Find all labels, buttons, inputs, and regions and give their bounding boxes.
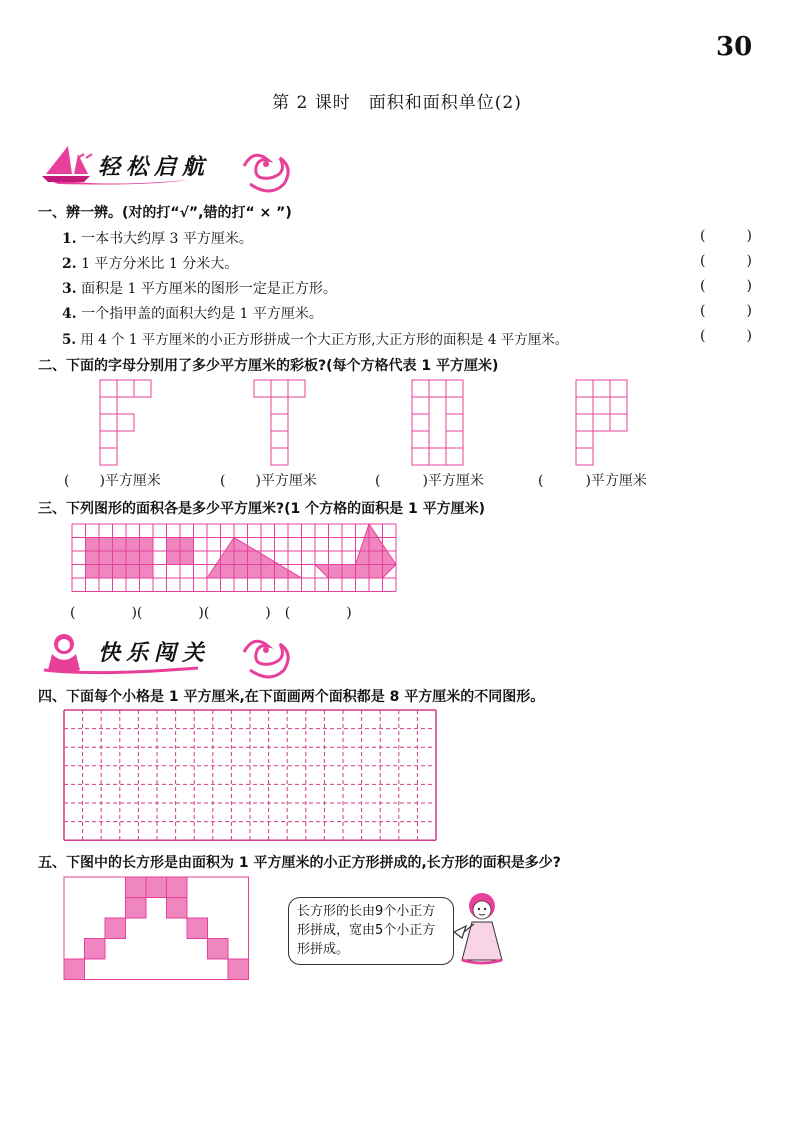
filled-cell xyxy=(113,565,127,579)
letter-cell xyxy=(100,397,117,414)
letter-grids xyxy=(0,378,794,478)
unit-label: )平方厘米 xyxy=(255,473,317,489)
filled-cell xyxy=(99,538,113,552)
drawing-grid[interactable] xyxy=(64,710,454,848)
section3-heading: 三、下列图形的面积各是多少平方厘米?(1 个方格的面积是 1 平方厘米) xyxy=(38,501,486,517)
stair-cell xyxy=(208,939,229,960)
letter-cell xyxy=(271,397,288,414)
swirl-ornament-icon xyxy=(244,155,288,191)
question-2 xyxy=(62,253,238,273)
stair-cell xyxy=(187,918,208,939)
speech-bubble: 长方形的长由9个小正方形拼成，宽由5个小正方形拼成。 xyxy=(288,897,454,965)
paren-open: ( xyxy=(64,473,70,489)
answer-blank-5[interactable] xyxy=(700,328,752,344)
stair-cell xyxy=(85,939,106,960)
letter-cell xyxy=(446,397,463,414)
filled-cell xyxy=(140,565,154,579)
filled-cell xyxy=(140,538,154,552)
question-3 xyxy=(62,278,337,298)
banner-easy-start xyxy=(38,144,298,188)
section2-heading: 二、下面的字母分别用了多少平方厘米的彩板?(每个方格代表 1 平方厘米) xyxy=(38,358,499,374)
filled-cell xyxy=(113,551,127,565)
banner-title: 快乐闯关 xyxy=(98,641,211,666)
filled-cell xyxy=(86,538,100,552)
filled-cell xyxy=(126,551,140,565)
unit-label: )平方厘米 xyxy=(99,473,161,489)
paren-open: ( xyxy=(220,473,226,489)
triangle-figure xyxy=(207,538,302,579)
question-5 xyxy=(62,328,568,348)
letter-cell xyxy=(271,414,288,431)
stair-cell xyxy=(146,877,167,898)
stair-cell xyxy=(64,959,85,980)
filled-cell xyxy=(167,551,181,565)
letter-cell xyxy=(576,448,593,465)
stair-cell xyxy=(105,918,126,939)
letter-d-shape xyxy=(412,380,463,465)
letter-cell xyxy=(610,397,627,414)
letter-cell xyxy=(576,414,593,431)
letter-t-shape xyxy=(254,380,305,465)
filled-cell xyxy=(140,551,154,565)
stair-cell xyxy=(167,877,188,898)
answer-blank-3[interactable] xyxy=(700,278,752,294)
paren-close: ) xyxy=(746,253,752,269)
question-text: 一个指甲盖的面积大约是 1 平方厘米。 xyxy=(81,306,323,322)
paren-open: ( xyxy=(375,473,381,489)
paren-open: ( xyxy=(538,473,544,489)
filled-cell xyxy=(126,565,140,579)
paren-open: ( xyxy=(700,328,706,344)
letter-cell xyxy=(117,380,134,397)
letter-cell xyxy=(271,448,288,465)
letter-cell xyxy=(412,448,429,465)
stair-cell xyxy=(167,898,188,919)
letter-cell xyxy=(134,380,151,397)
paren-open: ( xyxy=(700,303,706,319)
letter-cell xyxy=(610,414,627,431)
filled-cell xyxy=(113,538,127,552)
answer-blank-d[interactable] xyxy=(375,470,484,490)
paren-close: ) xyxy=(746,278,752,294)
letter-cell xyxy=(593,380,610,397)
question-1 xyxy=(62,228,253,248)
question-number: 4. xyxy=(62,306,77,322)
letter-cell xyxy=(117,414,134,431)
letter-cell xyxy=(429,380,446,397)
question-number: 1. xyxy=(62,231,77,247)
letter-cell xyxy=(446,414,463,431)
paren-close: ) xyxy=(746,228,752,244)
page-number: 30 xyxy=(716,32,753,62)
letter-cell xyxy=(593,414,610,431)
letter-cell xyxy=(100,431,117,448)
filled-cell xyxy=(180,538,194,552)
paren-open: ( xyxy=(700,278,706,294)
area-grid xyxy=(72,524,402,594)
letter-cell xyxy=(446,380,463,397)
answer-blank-2[interactable] xyxy=(700,253,752,269)
letter-cell xyxy=(576,431,593,448)
rectangle-figure xyxy=(64,877,264,987)
section4-heading: 四、下面每个小格是 1 平方厘米,在下面画两个面积都是 8 平方厘米的不同图形。 xyxy=(38,689,545,705)
filled-cell xyxy=(180,551,194,565)
girl-mascot-icon xyxy=(452,888,512,978)
letter-cell xyxy=(576,397,593,414)
filled-cell xyxy=(167,538,181,552)
unit-label: )平方厘米 xyxy=(585,473,647,489)
question-number: 3. xyxy=(62,281,77,297)
question-text: 用 4 个 1 平方厘米的小正方形拼成一个大正方形,大正方形的面积是 4 平方厘米。 xyxy=(80,332,569,348)
answer-blank-p[interactable] xyxy=(538,470,647,490)
letter-cell xyxy=(100,414,117,431)
letter-cell xyxy=(271,431,288,448)
letter-cell xyxy=(576,380,593,397)
question-text: 一本书大约厚 3 平方厘米。 xyxy=(81,231,253,247)
stair-cell xyxy=(126,898,147,919)
unit-label: )平方厘米 xyxy=(422,473,484,489)
letter-cell xyxy=(254,380,271,397)
letter-cell xyxy=(446,431,463,448)
stair-cell xyxy=(126,877,147,898)
filled-cell xyxy=(86,565,100,579)
letter-cell xyxy=(446,448,463,465)
letter-cell xyxy=(412,431,429,448)
section5-heading: 五、下图中的长方形是由面积为 1 平方厘米的小正方形拼成的,长方形的面积是多少? xyxy=(38,855,561,871)
question-4 xyxy=(62,303,323,323)
stair-cell xyxy=(228,959,249,980)
answer-blank-1[interactable] xyxy=(700,228,752,244)
paren-close: ) xyxy=(746,303,752,319)
filled-cell xyxy=(99,565,113,579)
letter-cell xyxy=(271,380,288,397)
banner-title: 轻松启航 xyxy=(98,155,211,180)
paren-close: ) xyxy=(746,328,752,344)
question-text: 面积是 1 平方厘米的图形一定是正方形。 xyxy=(81,281,337,297)
letter-cell xyxy=(412,380,429,397)
letter-cell xyxy=(100,448,117,465)
question-number: 2. xyxy=(62,256,77,272)
letter-p-shape xyxy=(576,380,627,465)
letter-cell xyxy=(610,380,627,397)
letter-f-shape xyxy=(100,380,151,465)
letter-cell xyxy=(100,380,117,397)
letter-cell xyxy=(288,380,305,397)
letter-cell xyxy=(412,414,429,431)
area-figures xyxy=(72,524,396,592)
paren-open: ( xyxy=(700,253,706,269)
letter-cell xyxy=(429,448,446,465)
section1-heading: 一、辨一辨。(对的打“√”,错的打“ × ”) xyxy=(38,205,292,221)
question-text: 1 平方分米比 1 分米大。 xyxy=(81,256,239,272)
answer-blank-f[interactable] xyxy=(64,470,161,490)
answer-blank-4[interactable] xyxy=(700,303,752,319)
filled-cell xyxy=(126,538,140,552)
paren-open: ( xyxy=(700,228,706,244)
section3-answer-row[interactable]: ( )( )( ) ( ) xyxy=(70,605,352,621)
filled-cell xyxy=(99,551,113,565)
filled-cell xyxy=(86,551,100,565)
question-number: 5. xyxy=(62,332,77,348)
banner-happy-challenge xyxy=(38,630,298,674)
answer-blank-t[interactable] xyxy=(220,470,317,490)
letter-cell xyxy=(412,397,429,414)
lesson-title: 第 2 课时 面积和面积单位(2) xyxy=(272,93,522,113)
swirl-ornament-icon xyxy=(244,641,288,677)
